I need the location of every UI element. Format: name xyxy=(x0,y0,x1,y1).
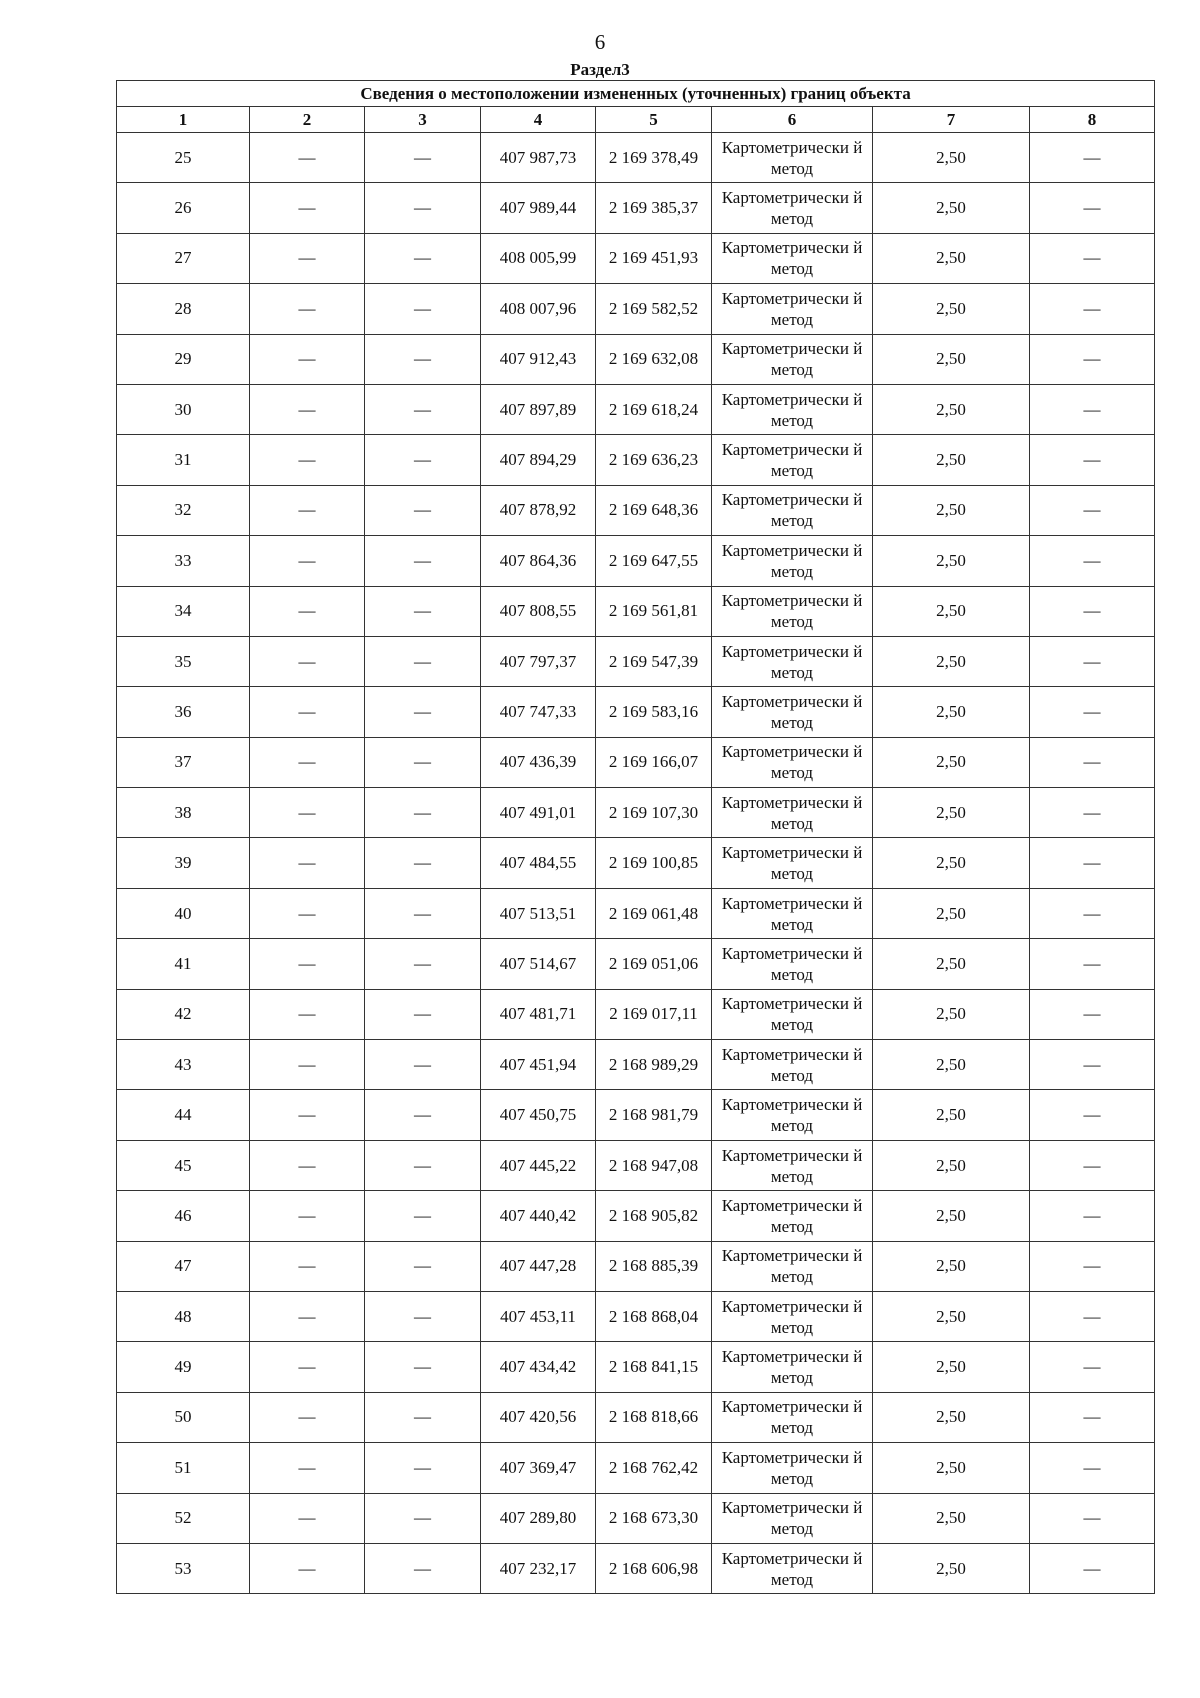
point-number-cell: 41 xyxy=(117,939,250,989)
point-number-cell: 39 xyxy=(117,838,250,888)
col3-cell: — xyxy=(365,687,481,737)
col2-cell: — xyxy=(250,334,365,384)
x-coordinate-cell: 407 434,42 xyxy=(481,1342,596,1392)
col8-cell: — xyxy=(1030,1543,1155,1593)
y-coordinate-cell: 2 169 100,85 xyxy=(596,838,712,888)
col2-cell: — xyxy=(250,284,365,334)
point-number-cell: 25 xyxy=(117,133,250,183)
accuracy-cell: 2,50 xyxy=(873,183,1030,233)
col3-cell: — xyxy=(365,1493,481,1543)
point-number-cell: 34 xyxy=(117,586,250,636)
method-cell: Картометрически й метод xyxy=(712,1543,873,1593)
method-cell: Картометрически й метод xyxy=(712,1090,873,1140)
col8-cell: — xyxy=(1030,1241,1155,1291)
x-coordinate-cell: 407 797,37 xyxy=(481,636,596,686)
x-coordinate-cell: 407 447,28 xyxy=(481,1241,596,1291)
col8-cell: — xyxy=(1030,1342,1155,1392)
method-cell: Картометрически й метод xyxy=(712,1291,873,1341)
y-coordinate-cell: 2 169 017,11 xyxy=(596,989,712,1039)
column-header-4: 4 xyxy=(481,107,596,133)
point-number-cell: 40 xyxy=(117,888,250,938)
table-row xyxy=(117,133,1155,183)
y-coordinate-cell: 2 168 762,42 xyxy=(596,1443,712,1493)
point-number-cell: 53 xyxy=(117,1543,250,1593)
y-coordinate-cell: 2 169 632,08 xyxy=(596,334,712,384)
col8-cell: — xyxy=(1030,687,1155,737)
accuracy-cell: 2,50 xyxy=(873,1191,1030,1241)
point-number-cell: 32 xyxy=(117,485,250,535)
table-row xyxy=(117,788,1155,838)
col3-cell: — xyxy=(365,1543,481,1593)
method-cell: Картометрически й метод xyxy=(712,788,873,838)
y-coordinate-cell: 2 169 166,07 xyxy=(596,737,712,787)
method-cell: Картометрически й метод xyxy=(712,586,873,636)
method-cell: Картометрически й метод xyxy=(712,1443,873,1493)
x-coordinate-cell: 407 451,94 xyxy=(481,1040,596,1090)
table-row xyxy=(117,485,1155,535)
col8-cell: — xyxy=(1030,183,1155,233)
table-caption: Сведения о местоположении измененных (уточненных) границ объекта xyxy=(117,81,1155,107)
x-coordinate-cell: 407 808,55 xyxy=(481,586,596,636)
col2-cell: — xyxy=(250,435,365,485)
y-coordinate-cell: 2 168 905,82 xyxy=(596,1191,712,1241)
method-cell: Картометрически й метод xyxy=(712,737,873,787)
y-coordinate-cell: 2 169 385,37 xyxy=(596,183,712,233)
x-coordinate-cell: 407 232,17 xyxy=(481,1543,596,1593)
column-header-5: 5 xyxy=(596,107,712,133)
col8-cell: — xyxy=(1030,888,1155,938)
x-coordinate-cell: 407 453,11 xyxy=(481,1291,596,1341)
point-number-cell: 36 xyxy=(117,687,250,737)
method-cell: Картометрически й метод xyxy=(712,233,873,283)
col8-cell: — xyxy=(1030,1493,1155,1543)
accuracy-cell: 2,50 xyxy=(873,334,1030,384)
col3-cell: — xyxy=(365,1090,481,1140)
col2-cell: — xyxy=(250,939,365,989)
col2-cell: — xyxy=(250,989,365,1039)
method-cell: Картометрически й метод xyxy=(712,838,873,888)
column-header-6: 6 xyxy=(712,107,873,133)
col8-cell: — xyxy=(1030,384,1155,434)
table-row xyxy=(117,586,1155,636)
col2-cell: — xyxy=(250,838,365,888)
accuracy-cell: 2,50 xyxy=(873,284,1030,334)
column-header-3: 3 xyxy=(365,107,481,133)
y-coordinate-cell: 2 168 885,39 xyxy=(596,1241,712,1291)
col8-cell: — xyxy=(1030,284,1155,334)
point-number-cell: 31 xyxy=(117,435,250,485)
table-header-row xyxy=(117,107,1155,133)
x-coordinate-cell: 407 436,39 xyxy=(481,737,596,787)
y-coordinate-cell: 2 169 561,81 xyxy=(596,586,712,636)
accuracy-cell: 2,50 xyxy=(873,1443,1030,1493)
col2-cell: — xyxy=(250,1241,365,1291)
table-row xyxy=(117,888,1155,938)
x-coordinate-cell: 407 989,44 xyxy=(481,183,596,233)
point-number-cell: 35 xyxy=(117,636,250,686)
table-row xyxy=(117,989,1155,1039)
accuracy-cell: 2,50 xyxy=(873,1090,1030,1140)
col8-cell: — xyxy=(1030,334,1155,384)
col2-cell: — xyxy=(250,1140,365,1190)
accuracy-cell: 2,50 xyxy=(873,233,1030,283)
point-number-cell: 49 xyxy=(117,1342,250,1392)
col3-cell: — xyxy=(365,737,481,787)
col3-cell: — xyxy=(365,1342,481,1392)
table-row xyxy=(117,536,1155,586)
accuracy-cell: 2,50 xyxy=(873,1291,1030,1341)
table-row xyxy=(117,939,1155,989)
point-number-cell: 38 xyxy=(117,788,250,838)
method-cell: Картометрически й метод xyxy=(712,536,873,586)
x-coordinate-cell: 407 912,43 xyxy=(481,334,596,384)
point-number-cell: 51 xyxy=(117,1443,250,1493)
accuracy-cell: 2,50 xyxy=(873,536,1030,586)
x-coordinate-cell: 407 289,80 xyxy=(481,1493,596,1543)
col3-cell: — xyxy=(365,1291,481,1341)
point-number-cell: 45 xyxy=(117,1140,250,1190)
col2-cell: — xyxy=(250,888,365,938)
method-cell: Картометрически й метод xyxy=(712,1392,873,1442)
col8-cell: — xyxy=(1030,636,1155,686)
col8-cell: — xyxy=(1030,1191,1155,1241)
x-coordinate-cell: 407 481,71 xyxy=(481,989,596,1039)
y-coordinate-cell: 2 169 051,06 xyxy=(596,939,712,989)
point-number-cell: 29 xyxy=(117,334,250,384)
method-cell: Картометрически й метод xyxy=(712,1342,873,1392)
method-cell: Картометрически й метод xyxy=(712,989,873,1039)
table-row xyxy=(117,183,1155,233)
point-number-cell: 30 xyxy=(117,384,250,434)
col8-cell: — xyxy=(1030,133,1155,183)
accuracy-cell: 2,50 xyxy=(873,485,1030,535)
y-coordinate-cell: 2 169 582,52 xyxy=(596,284,712,334)
table-row xyxy=(117,284,1155,334)
x-coordinate-cell: 407 420,56 xyxy=(481,1392,596,1442)
col2-cell: — xyxy=(250,536,365,586)
x-coordinate-cell: 407 747,33 xyxy=(481,687,596,737)
method-cell: Картометрически й метод xyxy=(712,888,873,938)
accuracy-cell: 2,50 xyxy=(873,636,1030,686)
y-coordinate-cell: 2 168 606,98 xyxy=(596,1543,712,1593)
method-cell: Картометрически й метод xyxy=(712,485,873,535)
table-row xyxy=(117,1291,1155,1341)
col3-cell: — xyxy=(365,485,481,535)
col8-cell: — xyxy=(1030,1140,1155,1190)
col8-cell: — xyxy=(1030,1090,1155,1140)
accuracy-cell: 2,50 xyxy=(873,384,1030,434)
method-cell: Картометрически й метод xyxy=(712,435,873,485)
table-body xyxy=(117,133,1155,1594)
y-coordinate-cell: 2 169 618,24 xyxy=(596,384,712,434)
accuracy-cell: 2,50 xyxy=(873,1241,1030,1291)
accuracy-cell: 2,50 xyxy=(873,888,1030,938)
x-coordinate-cell: 407 878,92 xyxy=(481,485,596,535)
col8-cell: — xyxy=(1030,435,1155,485)
point-number-cell: 42 xyxy=(117,989,250,1039)
col2-cell: — xyxy=(250,133,365,183)
point-number-cell: 48 xyxy=(117,1291,250,1341)
col2-cell: — xyxy=(250,788,365,838)
table-row xyxy=(117,1543,1155,1593)
y-coordinate-cell: 2 168 673,30 xyxy=(596,1493,712,1543)
col8-cell: — xyxy=(1030,1291,1155,1341)
col8-cell: — xyxy=(1030,536,1155,586)
y-coordinate-cell: 2 169 647,55 xyxy=(596,536,712,586)
x-coordinate-cell: 407 491,01 xyxy=(481,788,596,838)
col3-cell: — xyxy=(365,334,481,384)
x-coordinate-cell: 407 450,75 xyxy=(481,1090,596,1140)
method-cell: Картометрически й метод xyxy=(712,1241,873,1291)
table-row xyxy=(117,687,1155,737)
table-row xyxy=(117,636,1155,686)
col3-cell: — xyxy=(365,939,481,989)
y-coordinate-cell: 2 169 451,93 xyxy=(596,233,712,283)
method-cell: Картометрически й метод xyxy=(712,1191,873,1241)
col3-cell: — xyxy=(365,788,481,838)
col2-cell: — xyxy=(250,1443,365,1493)
col8-cell: — xyxy=(1030,233,1155,283)
col2-cell: — xyxy=(250,1090,365,1140)
table-row xyxy=(117,1342,1155,1392)
col2-cell: — xyxy=(250,1543,365,1593)
point-number-cell: 26 xyxy=(117,183,250,233)
col8-cell: — xyxy=(1030,989,1155,1039)
method-cell: Картометрически й метод xyxy=(712,1493,873,1543)
method-cell: Картометрически й метод xyxy=(712,1040,873,1090)
col2-cell: — xyxy=(250,687,365,737)
accuracy-cell: 2,50 xyxy=(873,133,1030,183)
col3-cell: — xyxy=(365,1140,481,1190)
col3-cell: — xyxy=(365,1443,481,1493)
col3-cell: — xyxy=(365,384,481,434)
accuracy-cell: 2,50 xyxy=(873,989,1030,1039)
y-coordinate-cell: 2 169 061,48 xyxy=(596,888,712,938)
x-coordinate-cell: 407 987,73 xyxy=(481,133,596,183)
col8-cell: — xyxy=(1030,939,1155,989)
table-row xyxy=(117,1090,1155,1140)
column-header-1: 1 xyxy=(117,107,250,133)
col2-cell: — xyxy=(250,485,365,535)
col3-cell: — xyxy=(365,989,481,1039)
method-cell: Картометрически й метод xyxy=(712,183,873,233)
col3-cell: — xyxy=(365,233,481,283)
point-number-cell: 47 xyxy=(117,1241,250,1291)
table-row xyxy=(117,233,1155,283)
col8-cell: — xyxy=(1030,1040,1155,1090)
y-coordinate-cell: 2 169 583,16 xyxy=(596,687,712,737)
col3-cell: — xyxy=(365,1241,481,1291)
accuracy-cell: 2,50 xyxy=(873,788,1030,838)
section-title: Раздел3 xyxy=(570,60,630,79)
col8-cell: — xyxy=(1030,788,1155,838)
page-number: 6 xyxy=(594,30,606,54)
col3-cell: — xyxy=(365,133,481,183)
x-coordinate-cell: 408 005,99 xyxy=(481,233,596,283)
col2-cell: — xyxy=(250,1493,365,1543)
point-number-cell: 33 xyxy=(117,536,250,586)
method-cell: Картометрически й метод xyxy=(712,939,873,989)
y-coordinate-cell: 2 169 378,49 xyxy=(596,133,712,183)
col2-cell: — xyxy=(250,636,365,686)
col2-cell: — xyxy=(250,384,365,434)
y-coordinate-cell: 2 168 947,08 xyxy=(596,1140,712,1190)
accuracy-cell: 2,50 xyxy=(873,435,1030,485)
col3-cell: — xyxy=(365,536,481,586)
accuracy-cell: 2,50 xyxy=(873,737,1030,787)
point-number-cell: 37 xyxy=(117,737,250,787)
col3-cell: — xyxy=(365,183,481,233)
accuracy-cell: 2,50 xyxy=(873,838,1030,888)
col8-cell: — xyxy=(1030,1392,1155,1442)
point-number-cell: 50 xyxy=(117,1392,250,1442)
col3-cell: — xyxy=(365,838,481,888)
col3-cell: — xyxy=(365,586,481,636)
col2-cell: — xyxy=(250,1342,365,1392)
y-coordinate-cell: 2 168 818,66 xyxy=(596,1392,712,1442)
x-coordinate-cell: 408 007,96 xyxy=(481,284,596,334)
accuracy-cell: 2,50 xyxy=(873,1392,1030,1442)
x-coordinate-cell: 407 484,55 xyxy=(481,838,596,888)
col8-cell: — xyxy=(1030,586,1155,636)
point-number-cell: 43 xyxy=(117,1040,250,1090)
accuracy-cell: 2,50 xyxy=(873,687,1030,737)
method-cell: Картометрически й метод xyxy=(712,1140,873,1190)
col3-cell: — xyxy=(365,1191,481,1241)
accuracy-cell: 2,50 xyxy=(873,1040,1030,1090)
x-coordinate-cell: 407 897,89 xyxy=(481,384,596,434)
column-header-8: 8 xyxy=(1030,107,1155,133)
col8-cell: — xyxy=(1030,737,1155,787)
method-cell: Картометрически й метод xyxy=(712,384,873,434)
col3-cell: — xyxy=(365,888,481,938)
table-row xyxy=(117,1040,1155,1090)
column-header-7: 7 xyxy=(873,107,1030,133)
y-coordinate-cell: 2 169 107,30 xyxy=(596,788,712,838)
y-coordinate-cell: 2 168 981,79 xyxy=(596,1090,712,1140)
col3-cell: — xyxy=(365,284,481,334)
method-cell: Картометрически й метод xyxy=(712,334,873,384)
method-cell: Картометрически й метод xyxy=(712,284,873,334)
col3-cell: — xyxy=(365,636,481,686)
accuracy-cell: 2,50 xyxy=(873,939,1030,989)
y-coordinate-cell: 2 168 989,29 xyxy=(596,1040,712,1090)
table-row xyxy=(117,1392,1155,1442)
col2-cell: — xyxy=(250,586,365,636)
col3-cell: — xyxy=(365,1392,481,1442)
y-coordinate-cell: 2 168 841,15 xyxy=(596,1342,712,1392)
table-row xyxy=(117,1443,1155,1493)
x-coordinate-cell: 407 445,22 xyxy=(481,1140,596,1190)
point-number-cell: 44 xyxy=(117,1090,250,1140)
table-row xyxy=(117,838,1155,888)
x-coordinate-cell: 407 369,47 xyxy=(481,1443,596,1493)
col8-cell: — xyxy=(1030,838,1155,888)
col2-cell: — xyxy=(250,183,365,233)
y-coordinate-cell: 2 169 636,23 xyxy=(596,435,712,485)
accuracy-cell: 2,50 xyxy=(873,1493,1030,1543)
accuracy-cell: 2,50 xyxy=(873,1342,1030,1392)
x-coordinate-cell: 407 514,67 xyxy=(481,939,596,989)
col8-cell: — xyxy=(1030,1443,1155,1493)
method-cell: Картометрически й метод xyxy=(712,133,873,183)
col3-cell: — xyxy=(365,1040,481,1090)
x-coordinate-cell: 407 513,51 xyxy=(481,888,596,938)
y-coordinate-cell: 2 169 648,36 xyxy=(596,485,712,535)
table-row xyxy=(117,435,1155,485)
boundary-coordinates-table xyxy=(116,80,1155,1594)
y-coordinate-cell: 2 169 547,39 xyxy=(596,636,712,686)
method-cell: Картометрически й метод xyxy=(712,687,873,737)
col2-cell: — xyxy=(250,737,365,787)
accuracy-cell: 2,50 xyxy=(873,1543,1030,1593)
point-number-cell: 27 xyxy=(117,233,250,283)
point-number-cell: 52 xyxy=(117,1493,250,1543)
point-number-cell: 46 xyxy=(117,1191,250,1241)
table-row xyxy=(117,1140,1155,1190)
col2-cell: — xyxy=(250,1392,365,1442)
point-number-cell: 28 xyxy=(117,284,250,334)
col2-cell: — xyxy=(250,1291,365,1341)
x-coordinate-cell: 407 864,36 xyxy=(481,536,596,586)
table-row xyxy=(117,384,1155,434)
x-coordinate-cell: 407 894,29 xyxy=(481,435,596,485)
table-row xyxy=(117,1493,1155,1543)
y-coordinate-cell: 2 168 868,04 xyxy=(596,1291,712,1341)
accuracy-cell: 2,50 xyxy=(873,586,1030,636)
table-row xyxy=(117,334,1155,384)
col2-cell: — xyxy=(250,1040,365,1090)
method-cell: Картометрически й метод xyxy=(712,636,873,686)
table-row xyxy=(117,1191,1155,1241)
table-row xyxy=(117,1241,1155,1291)
accuracy-cell: 2,50 xyxy=(873,1140,1030,1190)
column-header-2: 2 xyxy=(250,107,365,133)
col2-cell: — xyxy=(250,1191,365,1241)
table-row xyxy=(117,737,1155,787)
col8-cell: — xyxy=(1030,485,1155,535)
x-coordinate-cell: 407 440,42 xyxy=(481,1191,596,1241)
col3-cell: — xyxy=(365,435,481,485)
col2-cell: — xyxy=(250,233,365,283)
